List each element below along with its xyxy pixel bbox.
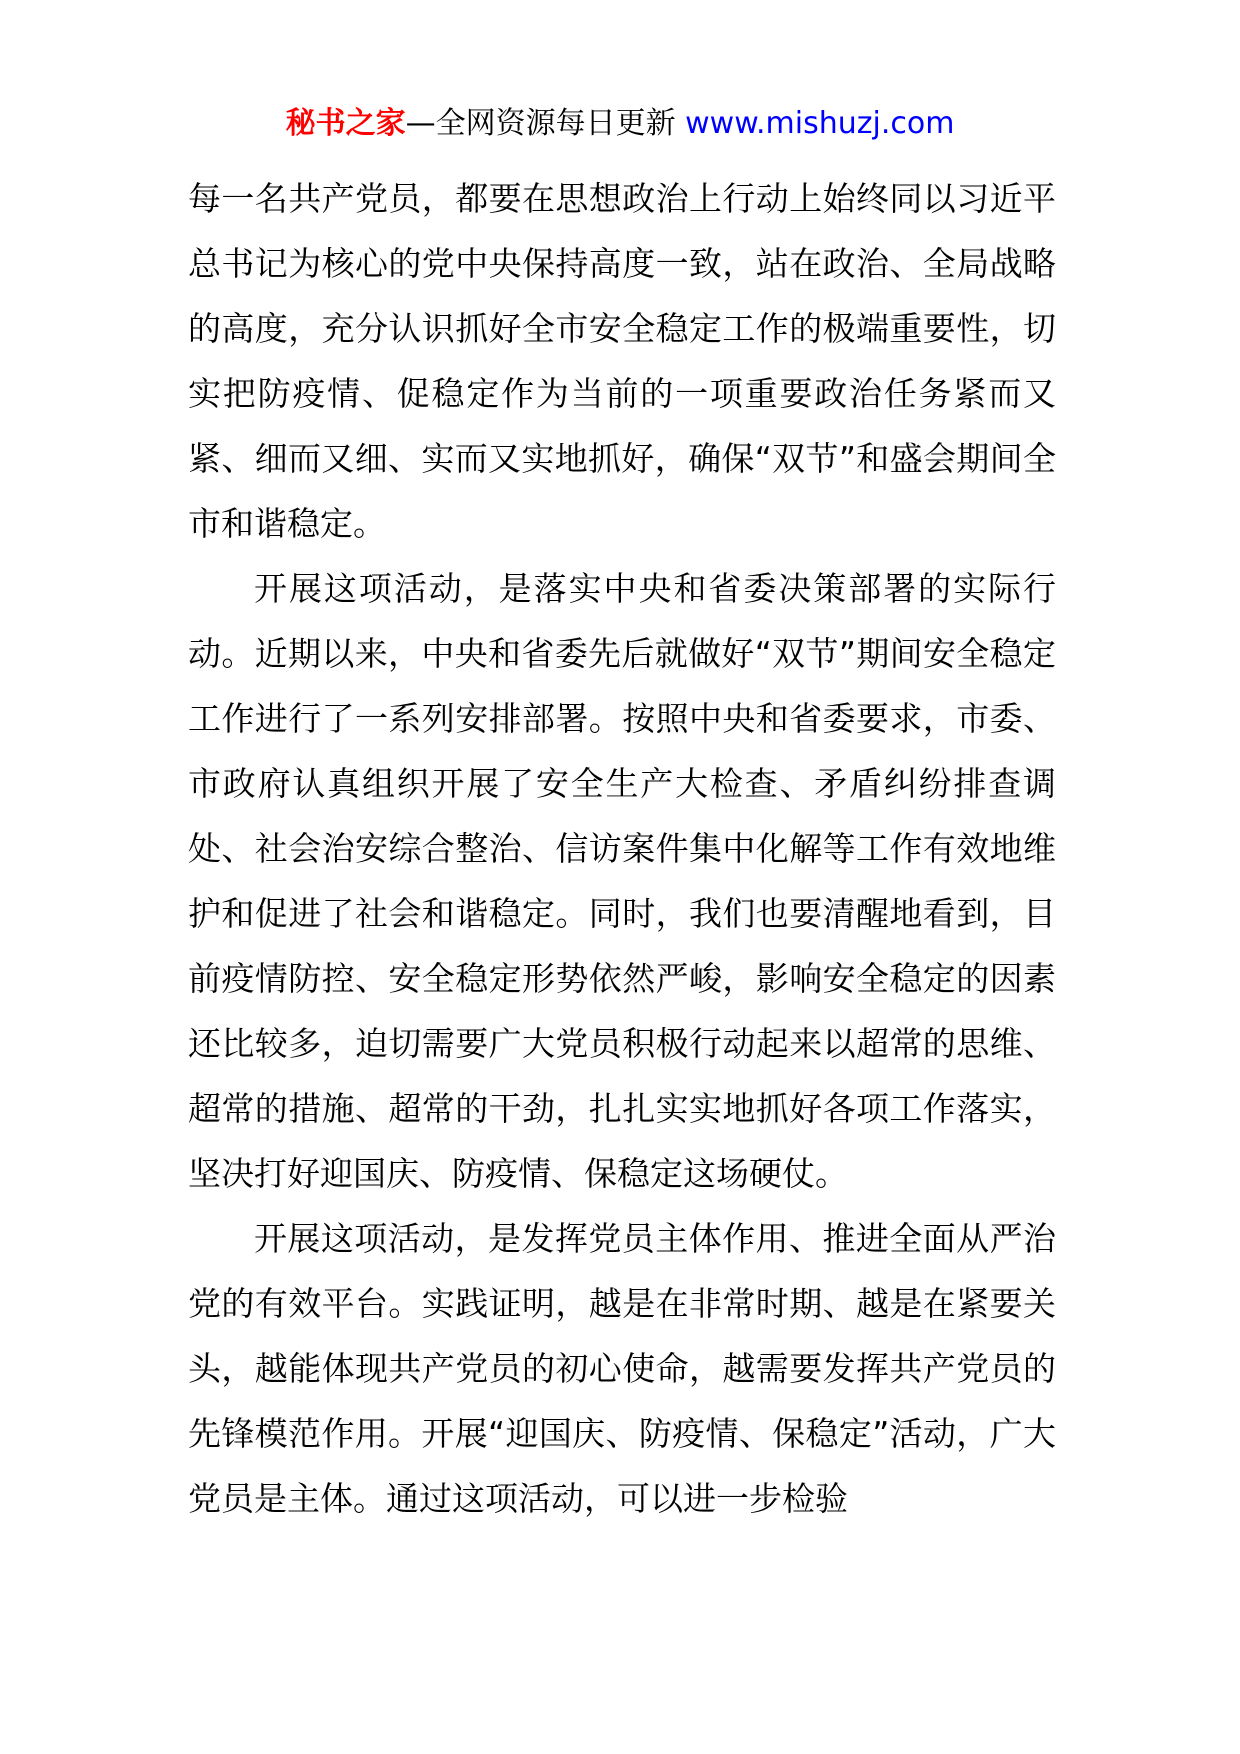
paragraph-1: 每一名共产党员，都要在思想政治上行动上始终同以习近平总书记为核心的党中央保持高度一致，站在政治、全局战略的高度，充分认识抓好全市安全稳定工作的极端重要性，切实把防疫情、促稳定作为当前的一项重要政治任务紧而又紧、细而又细、实而又实地抓好，确保“双节”和盛会期间全市和谐稳定。 bbox=[188, 179, 1056, 543]
website-link[interactable]: www.mishuzj.com bbox=[685, 106, 955, 141]
page-header bbox=[0, 104, 1240, 144]
document-body bbox=[188, 166, 1056, 1531]
paragraph-2: 开展这项活动，是落实中央和省委决策部署的实际行动。近期以来，中央和省委先后就做好“双节”期间安全稳定工作进行了一系列安排部署。按照中央和省委要求，市委、市政府认真组织开展了安全生产大检查、矛盾纠纷排查调处、社会治安综合整治、信访案件集中化解等工作有效地维护和促进了社会和谐稳定。同时，我们也要清醒地看到，目前疫情防控、安全稳定形势依然严峻，影响安全稳定的因素还比较多，迫切需要广大党员积极行动起来以超常的思维、超常的措施、超常的干劲，扎扎实实地抓好各项工作落实，坚决打好迎国庆、防疫情、保稳定这场硬仗。 bbox=[188, 569, 1056, 1193]
paragraph-3: 开展这项活动，是发挥党员主体作用、推进全面从严治党的有效平台。实践证明，越是在非常时期、越是在紧要关头，越能体现共产党员的初心使命，越需要发挥共产党员的先锋模范作用。开展“迎国庆、防疫情、保稳定”活动，广大党员是主体。通过这项活动，可以进一步检验 bbox=[188, 1219, 1056, 1518]
header-tagline: —全网资源每日更新 bbox=[405, 106, 686, 141]
brand-name: 秘书之家 bbox=[285, 106, 406, 141]
